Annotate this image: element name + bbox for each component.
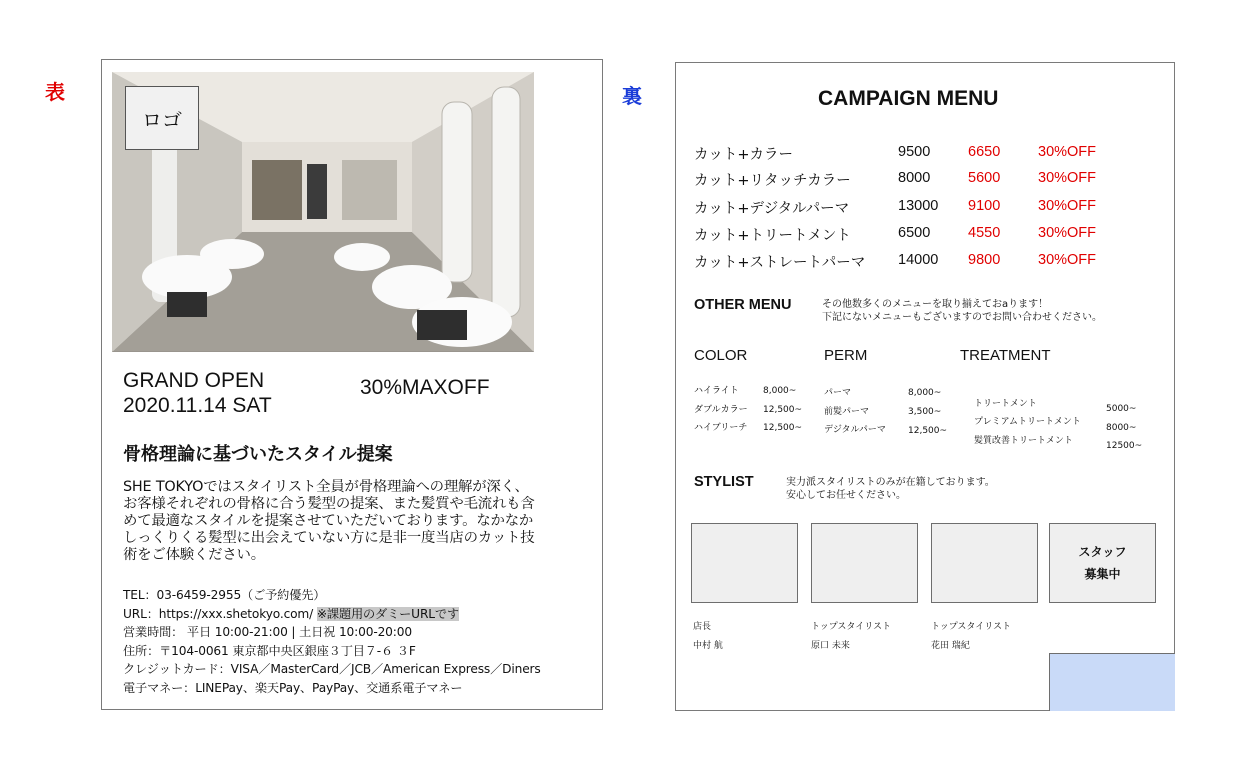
back-panel: [675, 62, 1175, 711]
shop-info: [123, 586, 541, 698]
treatment-item-price: 8000~: [1106, 423, 1137, 433]
color-item-price: 8,000~: [763, 386, 797, 396]
treatment-item-name: 髪質改善トリートメント: [974, 436, 1073, 446]
campaign-item-price: 8000: [898, 170, 931, 186]
campaign-item-sale: 9100: [968, 198, 1001, 214]
blue-placeholder-block: [1049, 653, 1175, 711]
description-line: めて最適なスタイルを提案させていただいております。なかなか: [123, 513, 534, 529]
front-panel: [101, 59, 603, 710]
color-item-name: ハイライト: [694, 386, 739, 396]
campaign-item-sale: 6650: [968, 144, 1001, 160]
treatment-item-price: 5000~: [1106, 404, 1137, 414]
perm-item-name: パーマ: [824, 388, 852, 398]
stylist-note: 安心してお任せください。: [786, 490, 906, 501]
description-line: SHE TOKYOではスタイリスト全員が骨格理論への理解が深く、: [123, 479, 529, 495]
color-item-name: ダブルカラー: [694, 405, 748, 415]
recruit-line: 募集中: [1084, 567, 1121, 581]
hours-line: 営業時間： 平日 10:00-21:00 | 土日祝 10:00-20:00: [123, 625, 412, 640]
campaign-item-price: 6500: [898, 225, 931, 241]
url-line: [123, 605, 541, 624]
campaign-item-sale: 4550: [968, 225, 1001, 241]
other-menu-heading: OTHER MENU: [694, 297, 792, 313]
campaign-item-off: 30%OFF: [1038, 225, 1097, 241]
description-line: お客様それぞれの骨格に合う髪型の提案、また髪質や毛流れも含: [123, 496, 535, 512]
col-treatment-heading: TREATMENT: [960, 347, 1051, 364]
logo-placeholder: ロゴ: [125, 86, 199, 150]
catchphrase: 骨格理論に基づいたスタイル提案: [123, 444, 393, 465]
emoney-line: 電子マネー：LINEPay、楽天Pay、PayPay、交通系電子マネー: [123, 680, 463, 695]
color-item-price: 12,500~: [763, 423, 803, 433]
campaign-title: CAMPAIGN MENU: [818, 87, 999, 110]
col-perm-heading: PERM: [824, 347, 868, 364]
staff-role: トップスタイリスト: [931, 622, 1012, 632]
description-line: 術をご体験ください。: [123, 547, 265, 563]
staff-photo-placeholder: [931, 523, 1038, 603]
campaign-item-name: カット+トリートメント: [694, 228, 851, 244]
campaign-item-off: 30%OFF: [1038, 252, 1097, 268]
treatment-item-name: プレミアムトリートメント: [974, 417, 1081, 427]
perm-item-price: 12,500~: [908, 426, 948, 436]
treatment-item-price: 12500~: [1106, 441, 1143, 451]
campaign-item-name: カット+デジタルパーマ: [694, 201, 850, 217]
salon-interior-photo: [112, 72, 534, 352]
other-menu-note: その他数多くのメニューを取り揃えておaります！: [822, 299, 1049, 310]
campaign-item-sale: 9800: [968, 252, 1001, 268]
perm-item-name: デジタルパーマ: [824, 425, 886, 435]
grand-open-block: [123, 368, 272, 418]
campaign-item-price: 14000: [898, 252, 939, 268]
tel-line: TEL：03-6459-2955（ご予約優先）: [123, 588, 326, 602]
campaign-item-name: カット+カラー: [694, 147, 794, 163]
col-color-heading: COLOR: [694, 347, 748, 364]
cards-line: クレジットカード：VISA／MasterCard／JCB／American Express／Diners: [123, 662, 541, 677]
campaign-item-name: カット+リタッチカラー: [694, 173, 851, 189]
url-note: ※課題用のダミーURLです: [316, 606, 459, 621]
recruit-line: スタッフ: [1078, 545, 1127, 559]
staff-name: 中村 航: [693, 641, 723, 651]
url-text: URL：https://xxx.shetokyo.com/: [123, 606, 317, 621]
description: [123, 479, 569, 564]
treatment-item-name: トリートメント: [974, 399, 1037, 409]
color-item-price: 12,500~: [763, 405, 803, 415]
stylist-heading: STYLIST: [694, 474, 754, 490]
staff-name: 原口 未来: [811, 641, 850, 651]
perm-item-price: 8,000~: [908, 388, 942, 398]
stylist-note: 実力派スタイリストのみが在籍しております。: [786, 477, 995, 488]
campaign-item-price: 9500: [898, 144, 931, 160]
campaign-item-sale: 5600: [968, 170, 1001, 186]
back-side-label: 裏: [622, 84, 642, 108]
address-line: 住所：〒104-0061 東京都中央区銀座３丁目７-６ ３F: [123, 643, 416, 658]
staff-photo-placeholder: [811, 523, 918, 603]
campaign-item-price: 13000: [898, 198, 939, 214]
other-menu-note: 下記にないメニューもございますのでお問い合わせください。: [822, 312, 1102, 323]
recruit-box: [1049, 523, 1156, 603]
campaign-item-off: 30%OFF: [1038, 144, 1097, 160]
perm-item-price: 3,500~: [908, 407, 942, 417]
staff-role: トップスタイリスト: [811, 622, 892, 632]
staff-role: 店長: [693, 622, 712, 632]
campaign-item-off: 30%OFF: [1038, 198, 1097, 214]
front-side-label: 表: [45, 80, 65, 104]
color-item-name: ハイブリーチ: [694, 423, 748, 433]
open-date: 2020.11.14 SAT: [123, 394, 272, 417]
max-off-text: 30%MAXOFF: [360, 376, 490, 399]
campaign-item-name: カット+ストレートパーマ: [694, 255, 866, 271]
grand-open-title: GRAND OPEN: [123, 369, 265, 392]
perm-item-name: 前髪パーマ: [824, 407, 870, 417]
staff-photo-placeholder: [691, 523, 798, 603]
campaign-item-off: 30%OFF: [1038, 170, 1097, 186]
staff-name: 花田 瑞紀: [931, 641, 970, 651]
description-line: しっくりくる髪型に出会えていない方に是非一度当店のカット技: [123, 530, 535, 546]
